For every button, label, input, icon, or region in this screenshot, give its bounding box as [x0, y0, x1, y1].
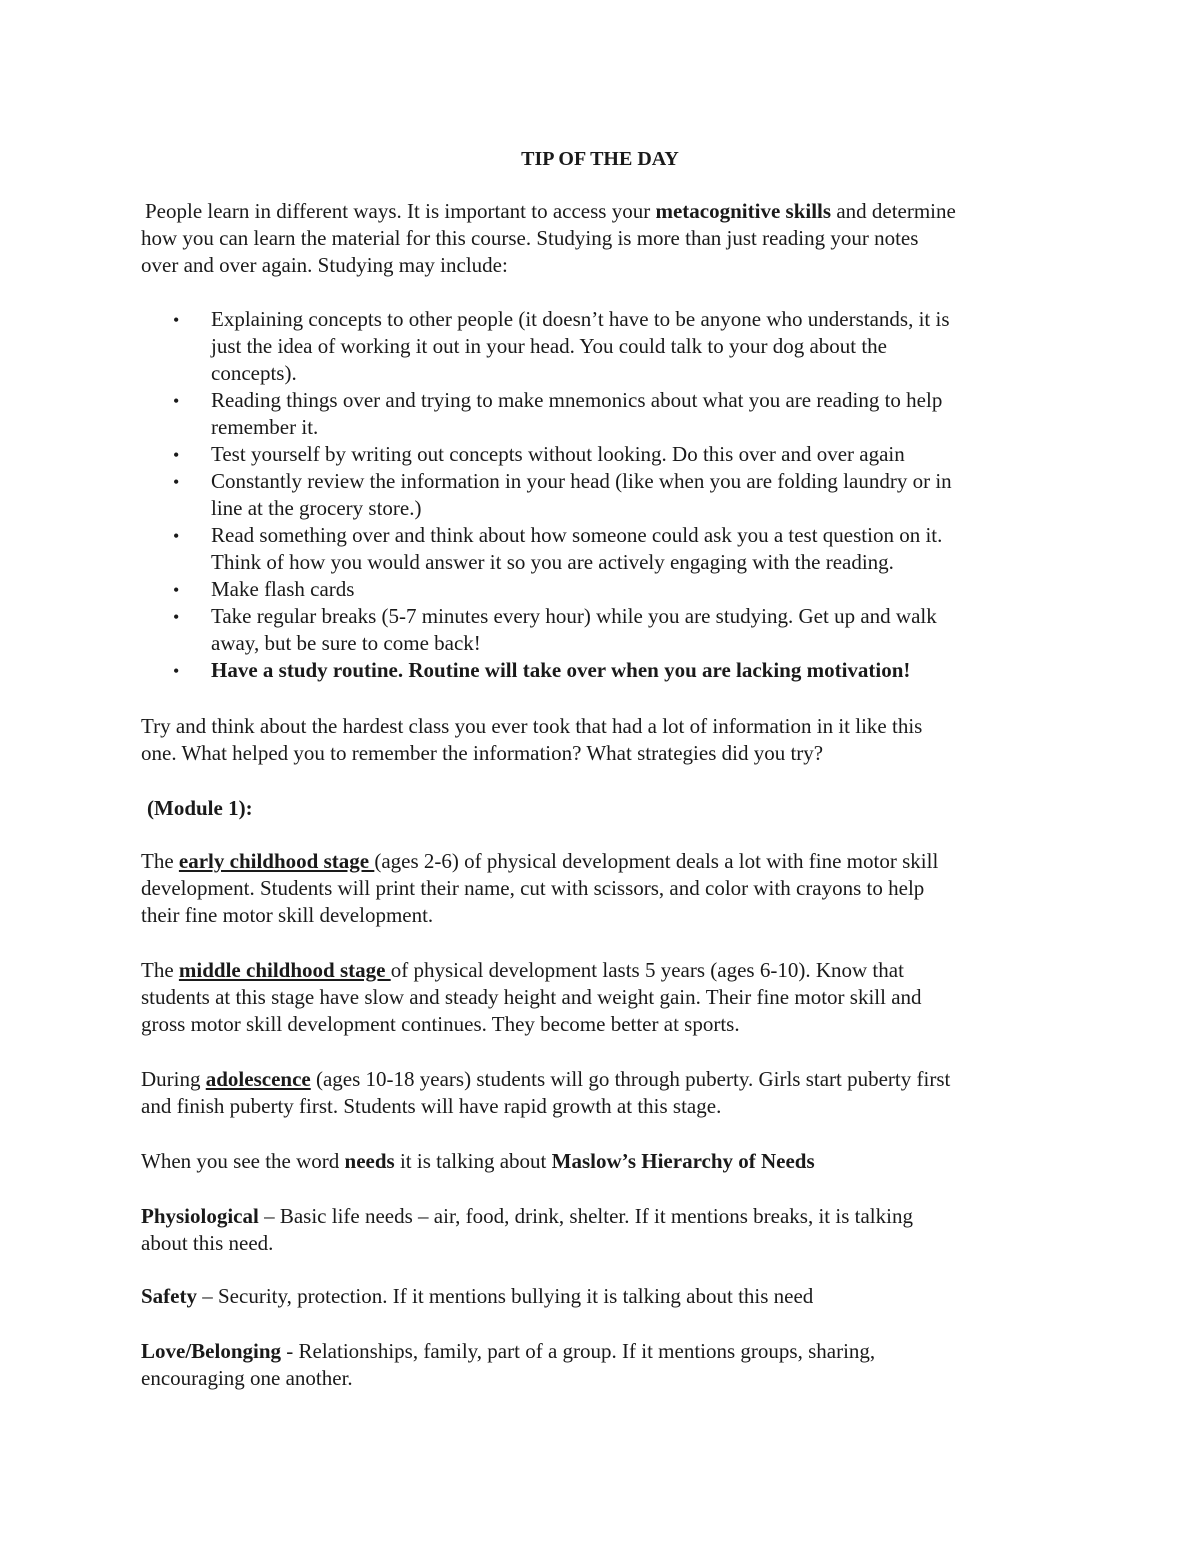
bullet-glyph: • [173, 526, 180, 546]
list-item-line: Have a study routine. Routine will take over when you are lacking motivation! [211, 658, 911, 682]
safety-desc: – Security, protection. If it mentions bullying it is talking about this need [197, 1284, 814, 1308]
reflect-line-2: one. What helped you to remember the information? What strategies did you try? [141, 741, 824, 765]
list-item-line: Take regular breaks (5-7 minutes every hour) while you are studying. Get up and walk [211, 604, 937, 628]
bullet-glyph: • [173, 580, 180, 600]
list-item-line: concepts). [211, 361, 297, 385]
physiological-line-1 [141, 1206, 913, 1227]
intro-line-3: over and over again. Studying may include: [141, 253, 508, 277]
physiological-desc: – Basic life needs – air, food, drink, shelter. If it mentions breaks, it is talking [258, 1204, 913, 1228]
intro-line-2: how you can learn the material for this course. Studying is more than just reading your notes [141, 226, 919, 250]
adolescence-post: (ages 10-18 years) students will go through puberty. Girls start puberty first [310, 1067, 951, 1091]
needs-term: needs [344, 1149, 395, 1173]
reflect-line-1: Try and think about the hardest class you ever took that had a lot of information in it like this [141, 714, 923, 738]
love-desc: - Relationships, family, part of a group. If it mentions groups, sharing, [281, 1339, 876, 1363]
page-title: TIP OF THE DAY [521, 148, 679, 170]
early-line-1 [141, 851, 938, 872]
maslow-term: Maslow’s Hierarchy of Needs [551, 1149, 815, 1173]
bullet-glyph: • [173, 661, 180, 681]
early-childhood-term: early childhood stage [178, 849, 375, 873]
safety-term: Safety [141, 1284, 197, 1308]
list-item-line: line at the grocery store.) [211, 496, 422, 520]
list-item-line: remember it. [211, 415, 319, 439]
intro-text: People learn in different ways. It is important to access your [145, 199, 656, 223]
middle-line-3: gross motor skill development continues. They become better at sports. [141, 1012, 740, 1036]
list-item-line: Test yourself by writing out concepts without looking. Do this over and over again [211, 442, 905, 466]
bullet-glyph: • [173, 310, 180, 330]
list-item-line: just the idea of working it out in your head. You could talk to your dog about the [211, 334, 887, 358]
adolescence-term: adolescence [205, 1067, 311, 1091]
needs-a: When you see the word [141, 1149, 345, 1173]
love-line-1 [141, 1341, 875, 1362]
love-belonging-term: Love/Belonging [141, 1339, 282, 1363]
module-heading: (Module 1): [147, 796, 253, 820]
list-item-line: Read something over and think about how someone could ask you a test question on it. [211, 523, 943, 547]
early-pre: The [141, 849, 179, 873]
physiological-line-2: about this need. [141, 1231, 274, 1255]
early-post: (ages 2-6) of physical development deals a lot with fine motor skill [374, 849, 939, 873]
list-item-line: Explaining concepts to other people (it doesn’t have to be anyone who understands, it is [211, 307, 950, 331]
early-line-3: their fine motor skill development. [141, 903, 434, 927]
adolescence-pre: During [141, 1067, 206, 1091]
bullet-glyph: • [173, 472, 180, 492]
metacognitive-skills-term: metacognitive skills [655, 199, 832, 223]
middle-line-2: students at this stage have slow and steady height and weight gain. Their fine motor skill and [141, 985, 922, 1009]
physiological-term: Physiological [141, 1204, 259, 1228]
safety-line [141, 1286, 813, 1307]
bullet-glyph: • [173, 445, 180, 465]
list-item-line: Constantly review the information in your head (like when you are folding laundry or in [211, 469, 952, 493]
middle-post: of physical development lasts 5 years (ages 6-10). Know that [390, 958, 904, 982]
love-line-2: encouraging one another. [141, 1366, 353, 1390]
list-item-line: Make flash cards [211, 577, 355, 601]
bullet-glyph: • [173, 607, 180, 627]
intro-line-1 [145, 201, 956, 222]
early-line-2: development. Students will print their name, cut with scissors, and color with crayons to help [141, 876, 925, 900]
list-item-line: Think of how you would answer it so you are actively engaging with the reading. [211, 550, 894, 574]
intro-text-cont: and determine [831, 199, 956, 223]
list-item-line: Reading things over and trying to make mnemonics about what you are reading to help [211, 388, 943, 412]
needs-line [141, 1151, 815, 1172]
adolescence-line-1 [141, 1069, 950, 1090]
middle-line-1 [141, 960, 904, 981]
middle-pre: The [141, 958, 179, 982]
bullet-glyph: • [173, 391, 180, 411]
middle-childhood-term: middle childhood stage [178, 958, 391, 982]
adolescence-line-2: and finish puberty first. Students will have rapid growth at this stage. [141, 1094, 722, 1118]
needs-c: it is talking about [394, 1149, 552, 1173]
list-item-line: away, but be sure to come back! [211, 631, 481, 655]
